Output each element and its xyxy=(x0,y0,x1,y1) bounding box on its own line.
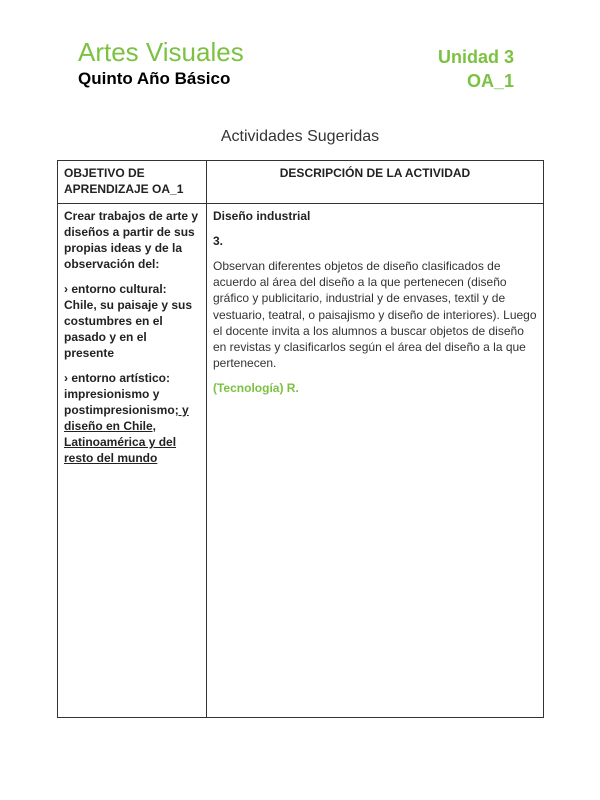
objective-intro: Crear trabajos de arte y diseños a partir de sus propias ideas y de la observación del: xyxy=(64,209,199,271)
grade-title: Quinto Año Básico xyxy=(78,69,231,88)
description-column-header: DESCRIPCIÓN DE LA ACTIVIDAD xyxy=(207,161,544,204)
objective-column-header: OBJETIVO DE APRENDIZAJE OA_1 xyxy=(58,161,207,204)
activity-description: Observan diferentes objetos de diseño clasificados de acuerdo al área del diseño a la que pertenecen (diseño gráfico y publicitario, industrial y de envases, textil y de vestuario, teatral, o paisajismo y diseño de interiores). Luego el docente invita a los alumnos a buscar objetos de diseño en revistas y clasificarlos según el área del diseño a la que pertenecen. xyxy=(213,259,537,371)
header-right xyxy=(438,45,514,92)
objective-cell xyxy=(58,204,207,718)
objective-point-cultural: › entorno cultural: Chile, su paisaje y sus costumbres en el pasado y en el presente xyxy=(64,282,193,360)
objective-code: OA_1 xyxy=(466,71,514,91)
objective-point-artistic xyxy=(64,370,200,466)
table-header-row xyxy=(58,161,544,204)
activity-title: Diseño industrial xyxy=(213,209,311,223)
objective-point-artistic-b: ; y diseño en Chile, Latinoamérica y del resto del mundo xyxy=(64,403,189,465)
table-row xyxy=(58,204,544,718)
activity-table xyxy=(57,160,544,718)
unit-label: Unidad 3 xyxy=(437,47,514,67)
activity-cell xyxy=(207,204,544,718)
objective-point-artistic-a: › entorno artístico: impresionismo y postimpresionismo xyxy=(64,371,175,417)
section-title: Actividades Sugeridas xyxy=(220,128,380,145)
subject-title: Artes Visuales xyxy=(78,37,244,67)
activity-number: 3. xyxy=(213,234,224,248)
subject-connection: (Tecnología) R. xyxy=(213,381,299,396)
header-left xyxy=(78,36,244,90)
